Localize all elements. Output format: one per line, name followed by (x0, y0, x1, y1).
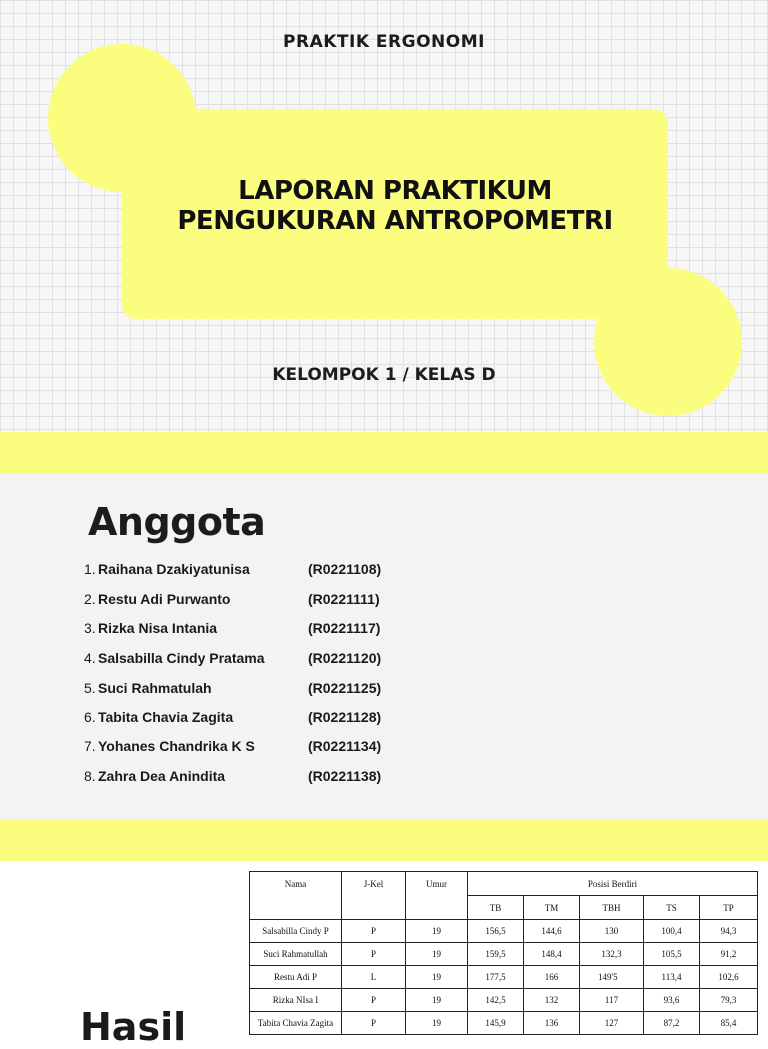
member-number: 1. (84, 561, 96, 577)
cell-nama: Salsabilla Cindy P (250, 920, 342, 943)
cell-jkel: P (342, 989, 406, 1012)
cell-tp: 79,3 (700, 989, 758, 1012)
cell-jkel: L (342, 966, 406, 989)
cell-tbh: 127 (580, 1012, 644, 1035)
results-heading: Hasil (80, 1005, 187, 1049)
cell-umur: 19 (406, 966, 468, 989)
member-number: 2. (84, 591, 96, 607)
cover-title (122, 176, 668, 236)
header-tp: TP (700, 896, 758, 920)
cell-tb: 145,9 (468, 1012, 524, 1035)
member-name: Raihana Dzakiyatunisa (98, 561, 250, 577)
cell-tm: 144,6 (524, 920, 580, 943)
member-name: Suci Rahmatulah (98, 680, 212, 696)
cell-tp: 91,2 (700, 943, 758, 966)
cell-umur: 19 (406, 943, 468, 966)
member-id: (R0221111) (308, 591, 380, 607)
member-id: (R0221117) (308, 620, 381, 636)
decorative-circle-right (594, 268, 742, 416)
table-row (250, 1012, 758, 1035)
cell-nama: Suci Rahmatullah (250, 943, 342, 966)
cell-jkel: P (342, 920, 406, 943)
table-row (250, 943, 758, 966)
member-name: Yohanes Chandrika K S (98, 738, 255, 754)
member-number: 6. (84, 709, 96, 725)
cell-ts: 87,2 (644, 1012, 700, 1035)
member-name: Tabita Chavia Zagita (98, 709, 234, 725)
cell-nama: Tabita Chavia Zagita (250, 1012, 342, 1035)
member-number: 8. (84, 768, 96, 784)
member-name: Salsabilla Cindy Pratama (98, 650, 265, 666)
member-name: Restu Adi Purwanto (98, 591, 231, 607)
cover-kicker: PRAKTIK ERGONOMI (283, 32, 485, 52)
cell-tb: 142,5 (468, 989, 524, 1012)
cover-slide (0, 0, 768, 432)
header-nama: Nama (250, 872, 342, 920)
member-id: (R0221134) (308, 738, 382, 754)
member-number: 3. (84, 620, 96, 636)
cell-umur: 19 (406, 920, 468, 943)
cell-tb: 177,5 (468, 966, 524, 989)
cell-umur: 19 (406, 989, 468, 1012)
cell-ts: 93,6 (644, 989, 700, 1012)
member-id: (R0221125) (308, 680, 382, 696)
header-tb: TB (468, 896, 524, 920)
header-jkel: J-Kel (342, 872, 406, 920)
members-slide (0, 474, 768, 819)
header-posisi-berdiri: Posisi Berdiri (468, 872, 758, 896)
cell-ts: 113,4 (644, 966, 700, 989)
cover-subtitle: KELOMPOK 1 / KELAS D (272, 365, 496, 385)
cell-tm: 166 (524, 966, 580, 989)
cell-tm: 148,4 (524, 943, 580, 966)
cell-tb: 159,5 (468, 943, 524, 966)
member-name: Zahra Dea Anindita (98, 768, 226, 784)
table-row (250, 920, 758, 943)
cell-tp: 85,4 (700, 1012, 758, 1035)
cell-tbh: 149'5 (580, 966, 644, 989)
cell-tm: 136 (524, 1012, 580, 1035)
cell-nama: Restu Adi P (250, 966, 342, 989)
cell-tb: 156,5 (468, 920, 524, 943)
header-tm: TM (524, 896, 580, 920)
cell-tp: 102,6 (700, 966, 758, 989)
cell-tbh: 132,3 (580, 943, 644, 966)
cell-ts: 100,4 (644, 920, 700, 943)
table-row (250, 989, 758, 1012)
slide-separator (0, 819, 768, 861)
cell-nama: Rizka NIsa I (250, 989, 342, 1012)
table-row (250, 966, 758, 989)
member-id: (R0221128) (308, 709, 382, 725)
member-number: 5. (84, 680, 96, 696)
member-name: Rizka Nisa Intania (98, 620, 218, 636)
header-umur: Umur (406, 872, 468, 920)
cell-tp: 94,3 (700, 920, 758, 943)
member-id: (R0221138) (308, 768, 382, 784)
cell-tm: 132 (524, 989, 580, 1012)
header-ts: TS (644, 896, 700, 920)
header-tbh: TBH (580, 896, 644, 920)
cell-umur: 19 (406, 1012, 468, 1035)
cell-tbh: 117 (580, 989, 644, 1012)
member-number: 4. (84, 650, 96, 666)
anthropometry-table (249, 871, 758, 1035)
member-id: (R0221120) (308, 650, 382, 666)
cover-title-line-2: PENGUKURAN ANTROPOMETRI (177, 206, 613, 236)
member-id: (R0221108) (308, 561, 382, 577)
member-number: 7. (84, 738, 96, 754)
cell-ts: 105,5 (644, 943, 700, 966)
slide-separator (0, 432, 768, 474)
cell-jkel: P (342, 943, 406, 966)
cover-title-line-1: LAPORAN PRAKTIKUM (238, 176, 552, 206)
results-slide (0, 861, 768, 1049)
cell-jkel: P (342, 1012, 406, 1035)
members-heading: Anggota (88, 500, 266, 544)
cell-tbh: 130 (580, 920, 644, 943)
